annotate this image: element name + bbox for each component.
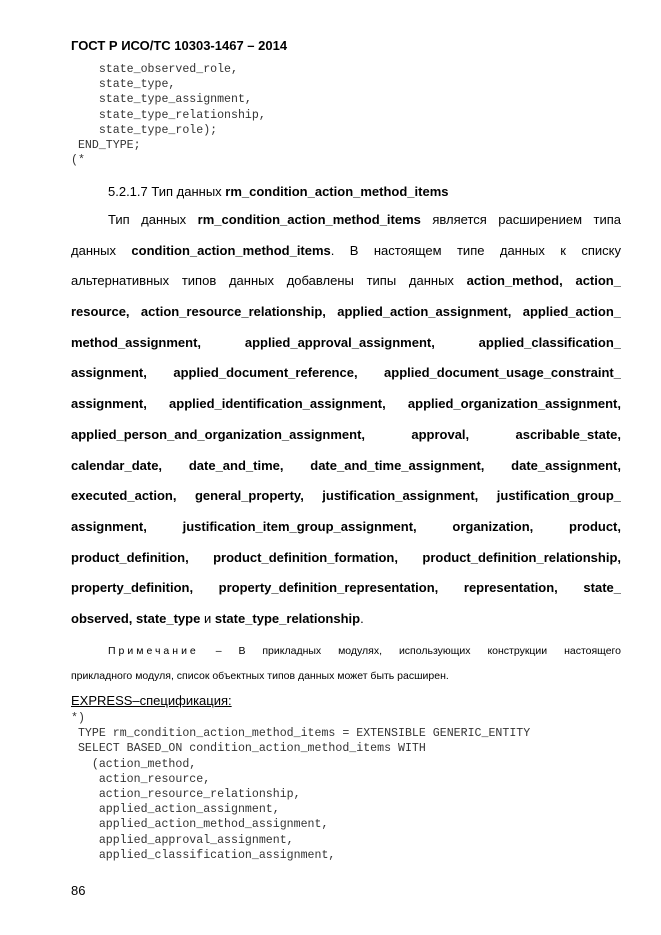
- body-paragraph: [71, 205, 621, 635]
- term-text: applied_person_and_organization_assignment, approval, ascribable_state,: [71, 426, 621, 442]
- code-line: applied_approval_assignment,: [71, 833, 294, 847]
- term-text: assignment, justification_item_group_assignment, organization, product,: [71, 518, 621, 534]
- code-line: *): [71, 712, 85, 725]
- code-line: applied_action_assignment,: [71, 803, 280, 817]
- paragraph-line: [71, 420, 621, 451]
- term-text: action_method, action_: [466, 273, 621, 289]
- express-spec-label: EXPRESS–спецификация:: [71, 693, 232, 708]
- paragraph-line: [71, 543, 621, 574]
- code-line: action_resource_relationship,: [71, 788, 301, 802]
- code-line: state_type_assignment,: [71, 93, 252, 107]
- paragraph-line: [71, 236, 621, 267]
- code-line: applied_action_method_assignment,: [71, 818, 329, 832]
- note-block: [71, 639, 621, 689]
- term-text: observed, state_type: [71, 610, 201, 626]
- paragraph-line: [71, 451, 621, 482]
- plain-text: является расширением типа: [420, 212, 621, 227]
- plain-text: . В настоящем типе данных к списку: [330, 242, 621, 258]
- note-line-2: прикладного модуля, список объектных типов данных может быть расширен.: [71, 670, 449, 682]
- section-heading: [108, 184, 449, 199]
- code-line: (*: [71, 154, 85, 168]
- term-text: property_definition, property_definition_representation, representation, state_: [71, 580, 621, 596]
- term-text: method_assignment, applied_approval_assignment, applied_classification_: [71, 334, 621, 350]
- term-text: state_type_relationship: [214, 610, 361, 626]
- code-block-bottom: [71, 711, 530, 863]
- code-line: state_observed_role,: [71, 63, 238, 76]
- plain-text: .: [360, 610, 364, 626]
- code-line: SELECT BASED_ON condition_action_method_items WITH: [71, 742, 426, 756]
- code-line: state_type_relationship,: [71, 108, 266, 122]
- paragraph-line: [71, 358, 621, 389]
- plain-text: и: [200, 610, 215, 626]
- paragraph-line: [71, 481, 621, 512]
- paragraph-line: [71, 573, 621, 604]
- plain-text: альтернативных типов данных добавлены типы данных: [71, 273, 467, 289]
- term-text: condition_action_method_items: [131, 242, 331, 258]
- code-block-top: [71, 62, 266, 168]
- paragraph-line: [71, 389, 621, 420]
- section-number-text: 5.2.1.7 Тип данных: [108, 184, 226, 199]
- term-text: calendar_date, date_and_time, date_and_time_assignment, date_assignment,: [71, 457, 621, 473]
- note-dash: –: [198, 645, 239, 657]
- code-line: (action_method,: [71, 757, 197, 771]
- code-line: action_resource,: [71, 772, 211, 786]
- paragraph-line: [71, 604, 621, 635]
- term-text: resource, action_resource_relationship, applied_action_assignment, applied_action_: [71, 304, 621, 320]
- code-line: TYPE rm_condition_action_method_items = EXTENSIBLE GENERIC_ENTITY: [71, 727, 531, 741]
- term-text: rm_condition_action_method_items: [197, 212, 421, 227]
- code-line: state_type_role);: [71, 123, 218, 137]
- term-text: assignment, applied_identification_assignment, applied_organization_assignment,: [71, 396, 621, 412]
- paragraph-line: [71, 328, 621, 359]
- code-line: state_type,: [71, 78, 176, 92]
- page-number: 86: [71, 883, 86, 898]
- plain-text: Тип данных: [108, 212, 198, 227]
- term-text: assignment, applied_document_reference, applied_document_usage_constraint_: [71, 365, 621, 381]
- document-header: ГОСТ Р ИСО/ТС 10303-1467 – 2014: [71, 38, 288, 53]
- paragraph-line: [71, 297, 621, 328]
- paragraph-line: [71, 266, 621, 297]
- note-line1-text: В прикладных модулях, использующих конструкции настоящего: [238, 645, 621, 657]
- term-text: executed_action, general_property, justification_assignment, justification_group_: [71, 488, 621, 504]
- section-type-name: rm_condition_action_method_items: [225, 184, 449, 199]
- code-line: END_TYPE;: [71, 139, 141, 153]
- paragraph-line: [71, 205, 621, 236]
- term-text: product_definition, product_definition_formation, product_definition_relationship,: [71, 549, 621, 565]
- paragraph-line: [71, 512, 621, 543]
- note-label: Примечание: [108, 645, 199, 657]
- note-line-1: [71, 639, 621, 664]
- plain-text: данных: [71, 242, 132, 258]
- code-line: applied_classification_assignment,: [71, 848, 336, 862]
